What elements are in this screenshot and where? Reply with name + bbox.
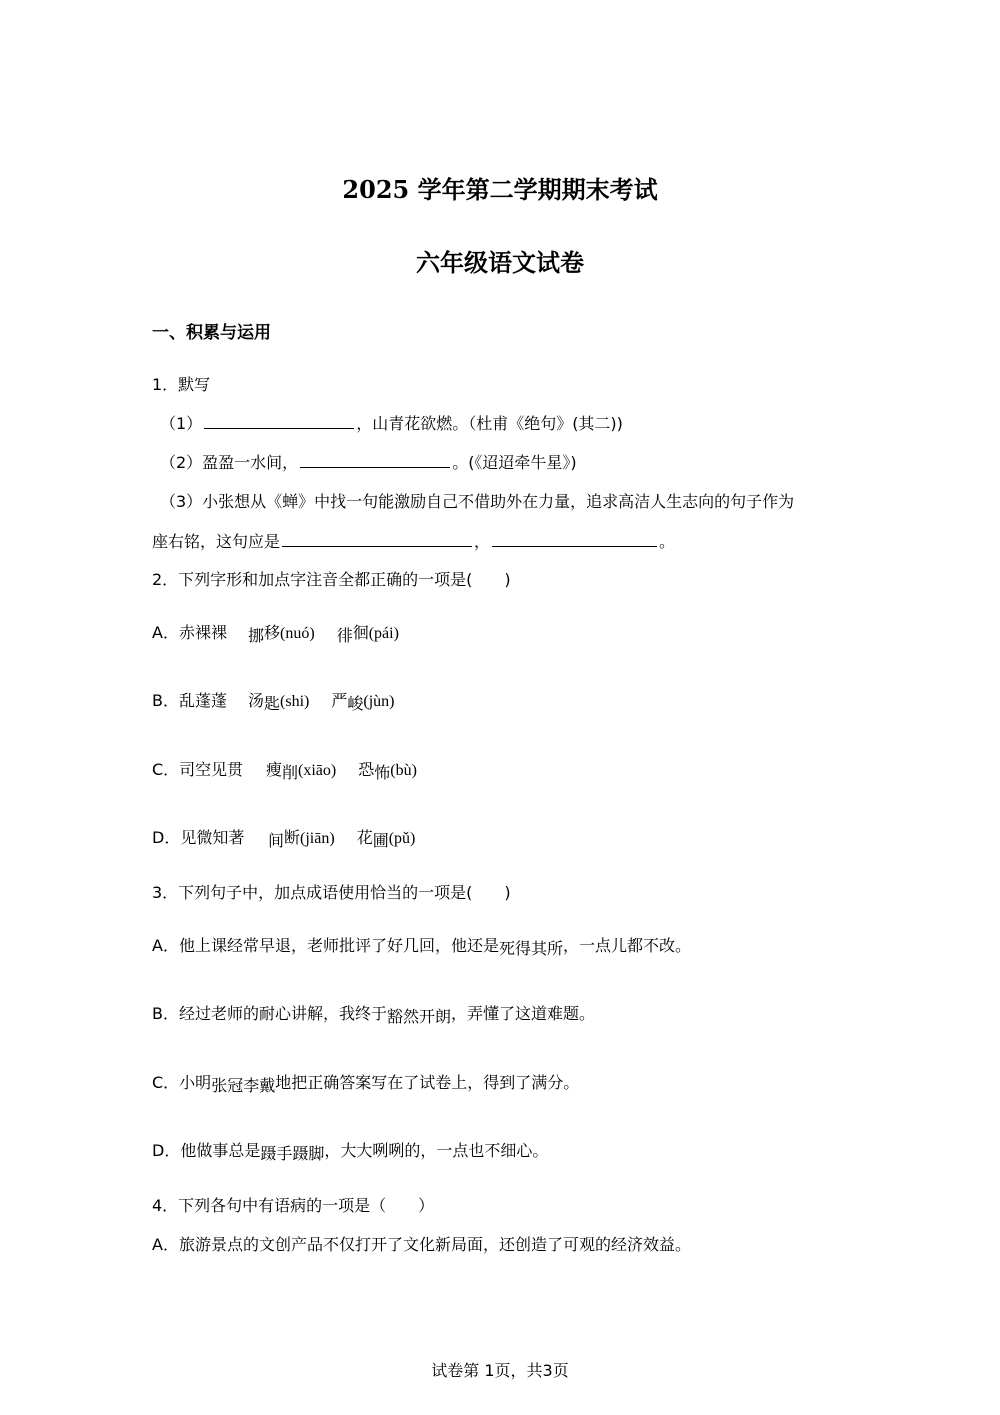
q1-stem: 1．默写 [152, 375, 211, 394]
option-text: 地把正确答案写在了试卷上，得到了满分。 [275, 1073, 580, 1092]
idiom: 死得其所 [498, 939, 563, 958]
option-label: A．赤裸裸 [152, 623, 227, 642]
q3-stem: 3．下列句子中，加点成语使用恰当的一项是( ) [152, 883, 511, 902]
pinyin: (pǔ) [388, 830, 416, 847]
option-label: D．见微知著 [152, 828, 245, 847]
option-label: B．乱蓬蓬 [152, 691, 227, 710]
pinyin: (shi) [280, 693, 310, 710]
pinyin: (jiān) [300, 830, 335, 847]
q1-part3-comma: ， [474, 532, 491, 551]
q4-stem: 4．下列各句中有语病的一项是（ ） [152, 1196, 435, 1215]
option-text: ，一点儿都不改。 [562, 936, 691, 955]
exam-title: 2025 学年第二学期期末考试 [342, 175, 658, 204]
word-char: 瘦 [266, 760, 283, 779]
dotted-char: 间 [268, 831, 285, 850]
dotted-char: 挪 [248, 626, 265, 645]
q1-part2 [160, 450, 577, 473]
q2-option-d[interactable] [152, 825, 415, 848]
section-heading: 一、积累与运用 [152, 323, 271, 343]
dotted-char: 圃 [372, 831, 389, 850]
option-text: D．他做事总是 [152, 1141, 261, 1160]
dotted-char: 徘 [336, 626, 353, 645]
word-char: 断 [284, 828, 301, 847]
word-char: 徊 [352, 623, 369, 642]
pinyin: (bù) [390, 762, 417, 779]
answer-blank[interactable] [300, 466, 450, 468]
dotted-char: 削 [282, 763, 299, 782]
q1-part1-text: ，山青花欲燃。（杜甫《绝句》(其二)) [356, 414, 623, 433]
answer-blank[interactable] [492, 545, 657, 547]
q4-option-a[interactable]: A．旅游景点的文创产品不仅打开了文化新局面，还创造了可观的经济效益。 [152, 1235, 691, 1254]
dotted-char: 匙 [264, 694, 281, 713]
q3-option-c[interactable] [152, 1070, 579, 1093]
word-char: 汤 [248, 691, 265, 710]
q1-part2-text: 。(《迢迢牵牛星》) [452, 453, 577, 472]
word-char: 严 [331, 691, 348, 710]
pinyin: (jùn) [363, 693, 395, 710]
q3-option-d[interactable] [152, 1138, 548, 1161]
q1-part3-line2 [152, 529, 675, 552]
q2-option-a[interactable] [152, 620, 399, 643]
q2-option-c[interactable] [152, 757, 417, 780]
pinyin: (xiāo) [298, 762, 337, 779]
q1-part2-prefix: （2）盈盈一水间， [160, 453, 299, 472]
pinyin: (nuó) [280, 625, 315, 642]
option-text: A．他上课经常早退，老师批评了好几回，他还是 [152, 936, 499, 955]
word-char: 移 [264, 623, 281, 642]
option-text: C．小明 [152, 1073, 212, 1092]
idiom: 张冠李戴 [211, 1076, 276, 1095]
q2-option-b[interactable] [152, 688, 395, 711]
option-text: ，大大咧咧的，一点也不细心。 [324, 1141, 549, 1160]
answer-blank[interactable] [204, 427, 354, 429]
q3-option-b[interactable] [152, 1001, 595, 1024]
q2-stem: 2．下列字形和加点字注音全都正确的一项是( ) [152, 570, 511, 589]
answer-blank[interactable] [282, 545, 472, 547]
q1-part3-end: 。 [659, 532, 676, 551]
option-text: B．经过老师的耐心讲解，我终于 [152, 1004, 387, 1023]
q1-part3-prefix: 座右铭，这句应是 [152, 532, 281, 551]
q1-part1 [160, 411, 623, 434]
option-text: ，弄懂了这道难题。 [451, 1004, 596, 1023]
dotted-char: 怖 [374, 763, 391, 782]
word-char: 花 [356, 828, 373, 847]
exam-subtitle: 六年级语文试卷 [416, 248, 584, 277]
pinyin: (pái) [368, 625, 399, 642]
option-label: C．司空见贯 [152, 760, 244, 779]
q1-part3-line1: （3）小张想从《蝉》中找一句能激励自己不借助外在力量，追求高洁人生志向的句子作为 [160, 492, 795, 511]
q3-option-a[interactable] [152, 933, 691, 956]
q1-part1-prefix: （1） [160, 414, 203, 433]
dotted-char: 峻 [347, 694, 364, 713]
idiom: 蹑手蹑脚 [260, 1144, 325, 1163]
page-footer: 试卷第 1页，共3页 [431, 1361, 569, 1380]
word-char: 恐 [358, 760, 375, 779]
idiom: 豁然开朗 [386, 1007, 451, 1026]
